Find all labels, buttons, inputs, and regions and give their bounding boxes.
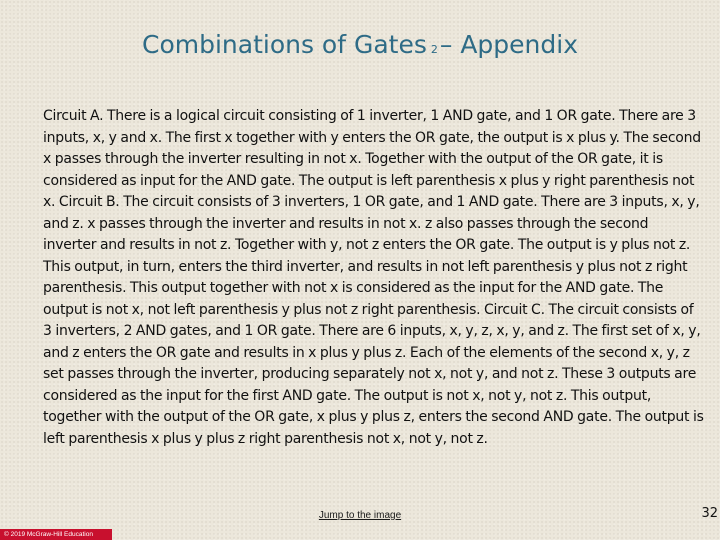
title-text: Combinations of Gates [141, 30, 427, 59]
jump-to-image-link[interactable]: Jump to the image [318, 510, 402, 521]
title-suffix: – Appendix [439, 30, 578, 59]
circuit-description: Circuit A. There is a logical circuit consisting of 1 inverter, 1 AND gate, and 1 OR gate. There are 3 inputs, x, y and x. The first x together with y enters the OR gate, the output is x plus y. The second x passes through the inverter resulting in not x. Together with the output of the OR gate, it is considered as input for the AND gate. The output is left parenthesis x plus y right parenthesis not x. Circuit B. The circuit consists of 3 inverters, 1 OR gate, and 1 AND gate. There are 3 inputs, x, y, and z. x passes through the inverter and results in not x. z also passes through the second inverter and results in not z. Together with y, not z enters the OR gate. The output is y plus not z. This output, in turn, enters the third inverter, and results in not left parenthesis y plus not z right parenthesis. This output together with not x is considered as the input for the AND gate. The output is not x, not left parenthesis y plus not z right parenthesis. Circuit C. The circuit consists of 3 inverters, 2 AND gates, and 1 OR gate. There are 6 inputs, x, y, z, x, y, and z. The first set of x, y, and z enters the OR gate and results in x plus y plus z. Each of the elements of the second x, y, z set passes through the inverter, producing separately not x, not y, and not z. These 3 outputs are considered as the input for the first AND gate. The output is not x, not y, not z. This output, together with the output of the OR gate, x plus y plus z, enters the second AND gate. The output is left parenthesis x plus y plus z right parenthesis not x, not y, not z. [43, 108, 704, 447]
copyright-text: © 2019 McGraw-Hill Education [4, 531, 93, 538]
slide-title [0, 30, 720, 59]
title-subscript: 2 [430, 43, 438, 56]
page-number: 32 [701, 506, 718, 521]
copyright-footer-bar [0, 529, 112, 540]
